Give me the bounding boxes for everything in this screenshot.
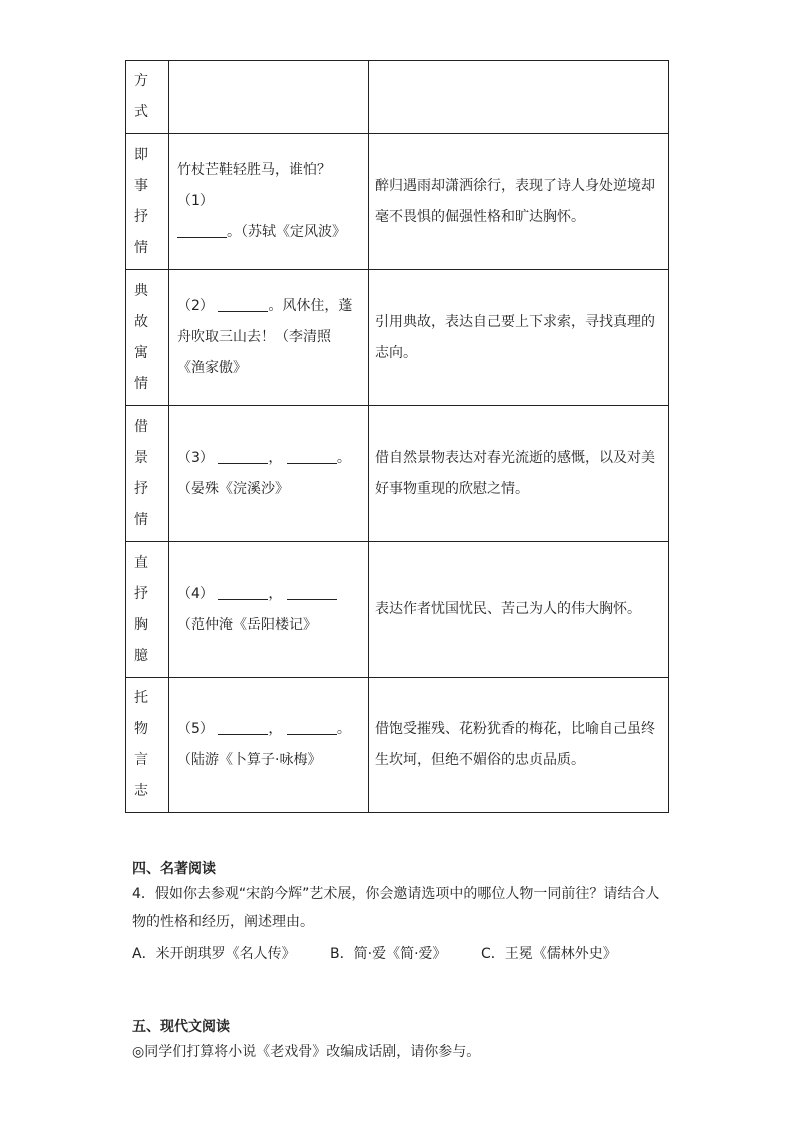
verse-cell bbox=[169, 134, 369, 270]
table-row bbox=[126, 406, 669, 542]
verse-text: 。（苏轼《定风波》 bbox=[227, 224, 346, 240]
explanation-cell: 醉归遇雨却潇洒徐行，表现了诗人身处逆境却毫不畏惧的倔强性格和旷达胸怀。 bbox=[369, 134, 669, 270]
method-char: 情 bbox=[134, 511, 148, 528]
question-text: 4．假如你去参观“宋韵今辉”艺术展，你会邀请选项中的哪位人物一同前往？请结合人物的性格和经历，阐述理由。 bbox=[132, 886, 660, 930]
method-cell bbox=[126, 542, 169, 678]
method-cell bbox=[126, 270, 169, 406]
verse-cell bbox=[169, 61, 369, 134]
option-c[interactable]: C．王冕《儒林外史》 bbox=[481, 946, 617, 962]
answer-blank[interactable] bbox=[287, 585, 337, 600]
method-char: 抒 bbox=[134, 208, 148, 225]
method-char: 景 bbox=[134, 449, 148, 466]
method-char: 志 bbox=[134, 783, 148, 799]
table-row bbox=[126, 134, 669, 270]
verse-text: ， bbox=[268, 721, 283, 737]
method-char: 物 bbox=[134, 721, 148, 737]
table-row bbox=[126, 61, 669, 134]
verse-text: （5） bbox=[177, 721, 214, 737]
method-char: 事 bbox=[134, 177, 148, 194]
answer-blank[interactable] bbox=[218, 297, 268, 312]
option-a[interactable]: A．米开朗琪罗《名人传》 bbox=[132, 946, 296, 962]
method-char: 寓 bbox=[134, 344, 148, 361]
verse-text: （范仲淹《岳阳楼记》 bbox=[177, 616, 317, 633]
verse-text: （2） bbox=[177, 298, 214, 314]
verse-cell bbox=[169, 542, 369, 678]
method-char: 式 bbox=[134, 104, 148, 120]
explanation-cell: 引用典故，表达自己要上下求索，寻找真理的志向。 bbox=[369, 270, 669, 406]
method-char: 借 bbox=[134, 418, 148, 435]
method-char: 言 bbox=[134, 752, 148, 768]
method-char: 抒 bbox=[134, 480, 148, 497]
options-list bbox=[132, 940, 647, 968]
section-title: 五、现代文阅读 bbox=[132, 1019, 230, 1035]
table-row bbox=[126, 270, 669, 406]
verse-text: 。（陆游《卜算子·咏梅》 bbox=[177, 721, 351, 768]
verse-cell bbox=[169, 678, 369, 813]
method-char: 抒 bbox=[134, 585, 148, 602]
option-b[interactable]: B．简·爱《简·爱》 bbox=[330, 946, 447, 962]
answer-blank[interactable] bbox=[218, 720, 268, 735]
method-char: 臆 bbox=[134, 647, 148, 664]
answer-blank[interactable] bbox=[218, 585, 268, 600]
method-char: 托 bbox=[134, 690, 148, 706]
explanation-cell: 借自然景物表达对春光流逝的感慨，以及对美好事物重现的欣慰之情。 bbox=[369, 406, 669, 542]
explanation-cell bbox=[369, 61, 669, 134]
method-char: 胸 bbox=[134, 616, 148, 633]
table-row bbox=[126, 542, 669, 678]
answer-blank[interactable] bbox=[177, 223, 227, 238]
method-char: 典 bbox=[134, 282, 148, 299]
method-char: 情 bbox=[134, 239, 148, 256]
method-char: 即 bbox=[134, 146, 148, 163]
explanation-cell: 借饱受摧残、花粉犹香的梅花，比喻自己虽终生坎坷，但绝不媚俗的忠贞品质。 bbox=[369, 678, 669, 813]
poem-technique-table bbox=[125, 60, 669, 813]
verse-text: 。风休住，蓬舟吹取三山去！（李清照《渔家傲》 bbox=[177, 298, 353, 376]
method-cell bbox=[126, 61, 169, 134]
verse-text: 竹杖芒鞋轻胜马，谁怕？（1） bbox=[177, 162, 331, 209]
method-char: 情 bbox=[134, 375, 148, 392]
answer-blank[interactable] bbox=[218, 449, 268, 464]
verse-cell bbox=[169, 406, 369, 542]
verse-text: （4） bbox=[177, 585, 214, 602]
explanation-cell: 表达作者忧国忧民、苦己为人的伟大胸怀。 bbox=[369, 542, 669, 678]
intro-text: ◎同学们打算将小说《老戏骨》改编成话剧，请你参与。 bbox=[132, 1044, 481, 1060]
verse-cell bbox=[169, 270, 369, 406]
method-cell bbox=[126, 134, 169, 270]
method-char: 故 bbox=[134, 313, 148, 330]
verse-text: ， bbox=[268, 449, 283, 466]
answer-blank[interactable] bbox=[287, 720, 337, 735]
verse-text: ， bbox=[268, 585, 283, 602]
method-cell bbox=[126, 406, 169, 542]
verse-text: （3） bbox=[177, 449, 214, 466]
verse-text: 。（晏殊《浣溪沙》 bbox=[177, 449, 351, 497]
method-char: 方 bbox=[134, 73, 148, 89]
table-row bbox=[126, 678, 669, 813]
method-char: 直 bbox=[134, 554, 148, 571]
section-title: 四、名著阅读 bbox=[132, 861, 216, 877]
method-cell bbox=[126, 678, 169, 813]
answer-blank[interactable] bbox=[287, 449, 337, 464]
